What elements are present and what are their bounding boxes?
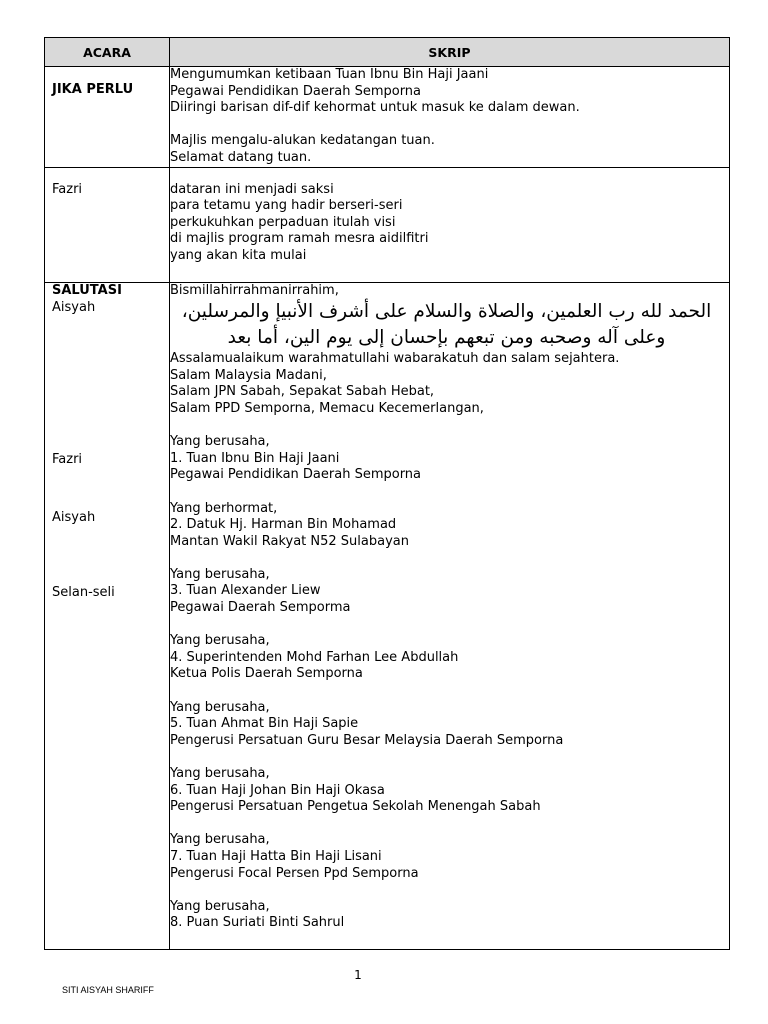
greeting-line: Assalamualaikum warahmatullahi wabarakatuh dan salam sejahtera. [170,351,620,367]
footer-author: SITI AISYAH SHARIFF [62,985,154,995]
guest-salutation: Yang berusaha, [170,898,270,914]
guest-title: Pegawai Pendidikan Daerah Semporna [170,467,422,483]
poem-line: yang akan kita mulai [170,247,307,263]
script-line: Majlis mengalu-alukan kedatangan tuan. [170,133,435,149]
spacer [170,418,729,435]
guest-name: 6. Tuan Haji Johan Bin Haji Okasa [170,782,385,798]
table-row [45,167,730,282]
arabic-opening: الحمد لله رب العلمين، والصلاة والسلام على أشرف الأنبيإ والمرسلين، وعلى آله وصحبه ومن تبعهم بإحسان إلى يوم الين، أما بعد [181,301,712,349]
table-row [45,67,730,168]
spacer [170,484,729,501]
column-header-skrip: SKRIP [170,38,730,67]
greeting-line: Salam PPD Semporna, Memacu Kecemerlangan, [170,400,484,416]
row-label-jika-perlu: JIKA PERLU [52,82,134,97]
row-label-salutasi: SALUTASI [52,282,122,298]
guest-title: Pengerusi Focal Persen Ppd Semporna [170,865,419,881]
spacer [170,749,729,766]
guest-salutation: Yang berusaha, [170,633,270,649]
guest-name: 8. Puan Suriati Binti Sahrul [170,915,345,931]
spacer [170,117,729,134]
guest-title: Pengerusi Persatuan Pengetua Sekolah Menengah Sabah [170,799,541,815]
poem-line: di majlis program ramah mesra aidilfitri [170,231,429,247]
acara-cell [45,67,170,168]
script-line: Mengumumkan ketibaan Tuan Ibnu Bin Haji Jaani [170,67,489,82]
script-line: Selamat datang tuan. [170,149,312,165]
guest-name: 7. Tuan Haji Hatta Bin Haji Lisani [170,848,382,864]
guest-title: Mantan Wakil Rakyat N52 Sulabayan [170,533,409,549]
column-header-acara: ACARA [45,38,170,67]
guest-salutation: Yang berusaha, [170,699,270,715]
poem-line: dataran ini menjadi saksi [170,181,334,197]
guest-name: 2. Datuk Hj. Harman Bin Mohamad [170,517,397,533]
speaker-label-aisyah: Aisyah [52,509,96,525]
page-number: 1 [354,968,362,982]
spacer [170,683,729,700]
greeting-line: Salam Malaysia Madani, [170,367,327,383]
acara-cell [45,282,170,949]
guest-salutation: Yang berusaha, [170,832,270,848]
table-header-row [45,38,730,67]
speaker-label-fazri: Fazri [52,451,83,467]
script-line: Diiringi barisan dif-dif kehormat untuk masuk ke dalam dewan. [170,100,580,116]
spacer [170,816,729,833]
script-table [44,37,730,950]
skrip-cell [170,282,730,949]
skrip-cell [170,167,730,282]
greeting-line: Salam JPN Sabah, Sepakat Sabah Hebat, [170,384,435,400]
speaker-label-selan-seli: Selan-seli [52,584,115,600]
acara-cell [45,167,170,282]
spacer [170,550,729,567]
guest-name: 1. Tuan Ibnu Bin Haji Jaani [170,450,340,466]
guest-title: Ketua Polis Daerah Semporna [170,666,363,682]
table-row [45,282,730,949]
speaker-label-aisyah: Aisyah [52,299,96,315]
poem-line: para tetamu yang hadir berseri-seri [170,198,403,214]
guest-name: 4. Superintenden Mohd Farhan Lee Abdullah [170,649,459,665]
spacer [170,882,729,899]
skrip-cell [170,67,730,168]
guest-salutation: Yang berhormat, [170,500,278,516]
guest-salutation: Yang berusaha, [170,566,270,582]
guest-salutation: Yang berusaha, [170,434,270,450]
guest-title: Pegawai Daerah Semporma [170,600,351,616]
row-label-fazri: Fazri [52,181,83,197]
script-line: Pegawai Pendidikan Daerah Semporna [170,83,422,99]
guest-salutation: Yang berusaha, [170,766,270,781]
guest-title: Pengerusi Persatuan Guru Besar Melaysia Daerah Semporna [170,732,564,748]
guest-name: 3. Tuan Alexander Liew [170,583,321,599]
spacer [170,617,729,634]
bismillah-line: Bismillahirrahmanirrahim, [170,282,339,298]
guest-name: 5. Tuan Ahmat Bin Haji Sapie [170,716,359,732]
poem-line: perkukuhkan perpaduan itulah visi [170,214,396,230]
